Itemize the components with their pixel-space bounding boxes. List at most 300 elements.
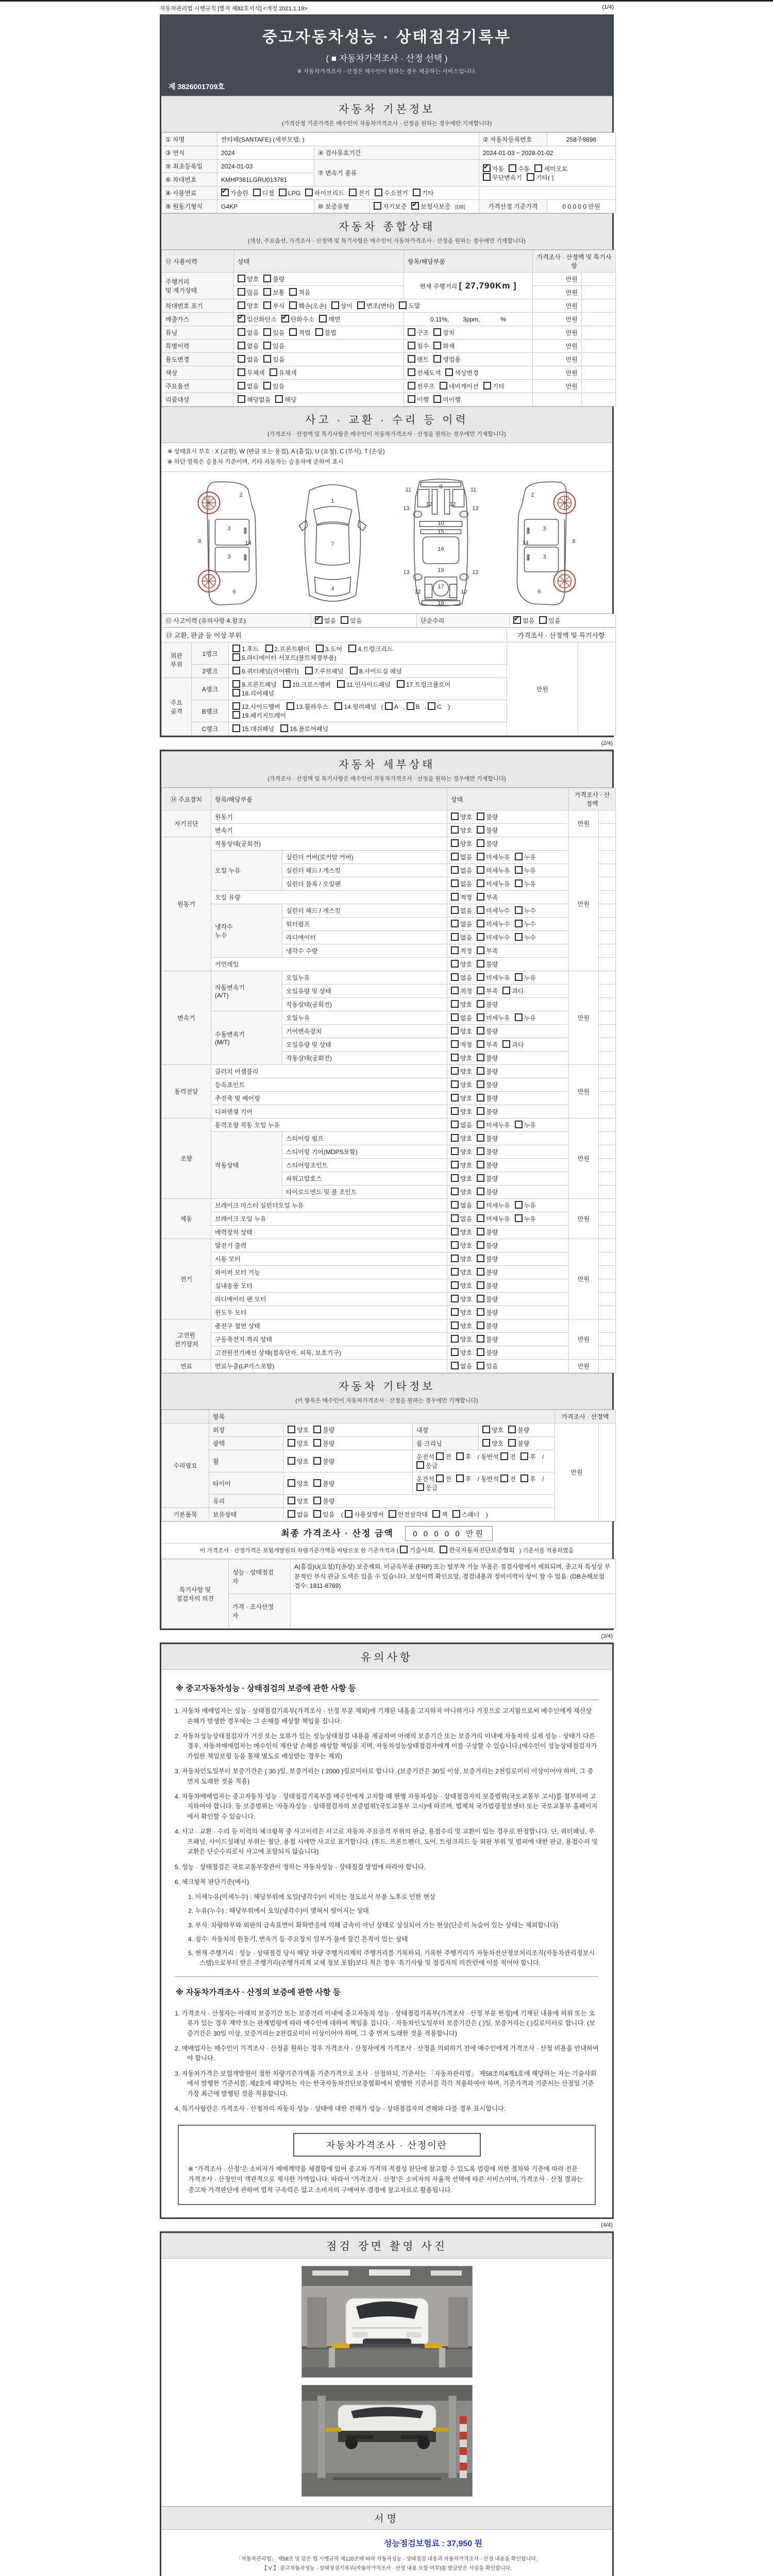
damaged-parts-table <box>161 628 612 736</box>
checkbox-렌트[interactable]: 렌트 <box>408 355 429 364</box>
checkbox-불법[interactable]: 불법 <box>315 328 337 337</box>
checkbox-적정[interactable]: 적정 <box>451 946 472 955</box>
checkbox-10.크로스멤버[interactable]: 10.크로스멤버 <box>283 680 331 689</box>
notice-item: 4. 특기사항란은 가격조사 · 산정자의 자동차 성능 · 상태에 대한 견해가 성능 · 상태점검자의 견해와 다를 경우 표시합니다. <box>175 2105 506 2113</box>
checkbox-양호[interactable]: 양호 <box>482 1426 503 1434</box>
checkbox-없음[interactable]: 없음 <box>451 1362 472 1370</box>
checkbox-이행[interactable]: 이행 <box>408 395 429 404</box>
page-1 <box>160 14 614 737</box>
checkbox-해당없음[interactable]: 해당없음 <box>238 395 271 404</box>
detail-row: 냉각수 수량 적정 부족 <box>162 944 616 958</box>
detail-row: 라디에이터 팬 모터 양호 불량 <box>162 1293 616 1306</box>
detail-row: 커먼레일 양호 불량 <box>162 958 616 971</box>
checkbox-양호[interactable]: 양호 <box>451 1188 472 1196</box>
checkbox-불량[interactable]: 불량 <box>477 1228 498 1236</box>
notice-item: 6. 체크항목 판단기준(예시) <box>175 1878 249 1886</box>
checkbox-없음[interactable]: 없음 <box>451 920 472 928</box>
checkbox-양호[interactable]: 양호 <box>451 1228 472 1236</box>
page-marker-3: (3/4) <box>601 1633 613 1640</box>
detail-state: ⑭ 주요장치 항목/해당부품 상태 가격조사 · 산정액 자기진단 원동기 양호 불량 만원 변속기 양호 불량 원동기 작동상태(공회전) 양호 불량 만원 오일 누유 실린더 커버(로커암 커버) 없음 미세누유 누유 실린더 헤드 / 개스킷 없음 미세누유 누유 실린더 블록 / 오일팬 없음 미세누유 누유 오일 유량 적정 부족 냉각수 누수 실린더 헤드 / 개스킷 없음 미세누수 누수 워터펌프 없음 미세누수 누수 라디에이터 없음 미세누수 누수 냉각수 수량 적정 부족 커먼레일 양호 불량 변속기 자동변속기 (A/T) 오일누유 없음 미세누유 누유 만원 오일유량 및 상태 적정 부족 과다 작동상태(공회전) 양호 불량 수동변속기 (M/T) 오일누유 없음 미세누유 누유 기어변속장치 양호 불량 오일유량 및 상태 적정 부족 과다 작동상태(공회전) 양호 불량 동력전달 클러치 어셈블리 양호 불량 만원 등속죠인트 양호 불량 추진축 및 베어링 양호 불량 디퍼렌셜 기어 양호 불량 조향 동력조향 작동 오일 누유 없음 미세누유 누유 만원 작동상태 스티어링 펌프 양호 불량 스티어링 기어(MDPS포함) 양호 불량 스티어링조인트 양호 불량 파워고압호스 양호 불량 타이로드엔드 및 볼 조인트 양호 불량 제동 브레이크 마스터 실린더오일 누유 없음 미세누유 누유 만원 브레이크 오일 누유 없음 미세누유 누유 배력장치 상태 양호 불량 전기 발전기 출력 양호 불량 만원 시동 모터 양호 불량 와이퍼 모터 기능 양호 불량 실내송풍 모터 양호 불량 라디에이터 팬 모터 양호 불량 윈도우 모터 양호 불량 고전원 전기장치 충전구 절연 상태 양호 불량 만원 구동축전지 격리 상태 양호 불량 고전원전기배선 상태(접속단자, 피복, 보호기구) 양호 불량 연료 연료누출(LP가스포함) 없음 있음 만원 <box>161 788 616 1373</box>
checkbox-자동[interactable]: ✔자동 <box>483 164 504 173</box>
page-marker-2: (2/4) <box>601 740 613 747</box>
section-detail-header <box>161 751 612 788</box>
checkbox-후[interactable]: 후 <box>456 1475 472 1483</box>
checkbox-없음[interactable]: 없음 <box>451 1201 472 1210</box>
checkbox-불량[interactable]: 불량 <box>477 1174 498 1183</box>
checkbox-디젤[interactable]: 디젤 <box>253 189 274 197</box>
checkbox-12.사이드멤버[interactable]: 12.사이드멤버 <box>232 702 280 711</box>
checkbox-없음[interactable]: 없음 <box>238 342 259 350</box>
checkbox-부족[interactable]: 부족 <box>477 987 498 995</box>
checkbox-변조(변타)[interactable]: 변조(변타) <box>357 301 394 310</box>
detail-row: 오일 누유 실린더 커버(로커암 커버) 없음 미세누유 누유 <box>162 851 616 864</box>
checkbox-양호[interactable]: 양호 <box>451 1067 472 1076</box>
section-comprehensive-header <box>161 213 612 250</box>
checkbox-불량[interactable]: 불량 <box>508 1426 529 1434</box>
accident-history-row <box>161 614 612 628</box>
checkbox-불량[interactable]: 불량 <box>477 1080 498 1089</box>
detail-row: 실내송풍 모터 양호 불량 <box>162 1279 616 1293</box>
checkbox-불량[interactable]: 불량 <box>477 826 498 835</box>
checkbox-양호[interactable]: 양호 <box>451 1348 472 1357</box>
checkbox-누유[interactable]: 누유 <box>515 973 536 982</box>
checkbox-양호[interactable]: 양호 <box>451 1174 472 1183</box>
checkbox-누유[interactable]: 누유 <box>515 866 536 875</box>
checkbox-불량[interactable]: 불량 <box>477 1000 498 1009</box>
checkbox-도말[interactable]: 도말 <box>399 301 420 310</box>
checkbox-불량[interactable]: 불량 <box>477 1147 498 1156</box>
checkbox-없음[interactable]: 없음 <box>451 1214 472 1223</box>
checkbox-불량[interactable]: 불량 <box>477 960 498 969</box>
checkbox-없음[interactable]: 없음 <box>238 355 259 364</box>
checkbox-6.쿼터패널(리어휀더)[interactable]: 6.쿼터패널(리어휀더) <box>232 667 299 675</box>
checkbox-불량[interactable]: 불량 <box>313 1479 334 1488</box>
checkbox-불량[interactable]: 불량 <box>477 1241 498 1250</box>
checkbox-후[interactable]: 후 <box>520 1452 536 1461</box>
checkbox-15.대쉬패널[interactable]: 15.대쉬패널 <box>232 724 274 733</box>
checkbox-LPG[interactable]: LPG <box>279 189 300 197</box>
checkbox-침수[interactable]: 침수 <box>408 342 429 350</box>
checkbox-누유[interactable]: 누유 <box>515 853 536 861</box>
checkbox-불량[interactable]: 불량 <box>477 1255 498 1263</box>
checkbox-전[interactable]: 전 <box>500 1452 516 1461</box>
checkbox-전[interactable]: 전 <box>500 1475 516 1483</box>
detail-row: 시동 모터 양호 불량 <box>162 1252 616 1266</box>
svg-text:12: 12 <box>414 589 421 596</box>
comprehensive-state: ⑪ 사용이력 상태 항목/해당부품 가격조사 · 산정액 및 특기사항 주행거리 및 계기상태 양호 불량 현재 주행거리 [ 27,790Km ] 만원 많음 보통 적음 만원 차대번호 표기 양호 부식 훼손(오손) 상이 변조(변타) 도말 만원 배출가스 ✔ 일산화탄소 ✔ 탄화수소 매연 0.11%, 3ppm, % 만원 튜닝 없음 있음 적법 불법 구조 장치 만원 특별이력 없음 있음 침수 화재 만원 용도변경 없음 있음 렌트 영업용 만원 색상 무채색 유채색 전체도색 색상변경 만원 주요옵션 없음 있음 썬루프 네비게이션 기타 만원 리콜대상 해당없음 해당 이행 미이행 <box>161 250 616 406</box>
checkbox-불량[interactable]: 불량 <box>477 1188 498 1196</box>
checkbox-있음[interactable]: 있음 <box>263 355 284 364</box>
checkbox-장치[interactable]: 장치 <box>433 328 455 337</box>
detail-row: 실린더 헤드 / 개스킷 없음 미세누유 누유 <box>162 864 616 877</box>
checkbox-양호[interactable]: 양호 <box>451 1080 472 1089</box>
checkbox-스패너[interactable]: 스패너 <box>452 1510 480 1519</box>
checkbox-불량[interactable]: 불량 <box>477 812 498 821</box>
checkbox-양호[interactable]: 양호 <box>238 301 259 310</box>
final-price-note: 이 가격조사 · 산정가격은 보험개발원의 차량기준가액을 바탕으로 한 기준가격과 ( 기술사회, 한국자동차진단보증협회 ) 기준서를 적용하였음 <box>161 1544 612 1559</box>
checkbox-양호[interactable]: 양호 <box>451 1027 472 1036</box>
checkbox-미세누유[interactable]: 미세누유 <box>477 879 510 888</box>
checkbox-있음[interactable]: 있음 <box>263 382 284 391</box>
checkbox-기타[interactable]: 기타 <box>413 189 434 197</box>
checkbox-적정[interactable]: 적정 <box>451 893 472 902</box>
checkbox-수동[interactable]: 수동 <box>509 164 530 173</box>
detail-row: 작동상태(공회전) 양호 불량 <box>162 1052 616 1065</box>
checkbox-한국자동차진단보증협회[interactable]: 한국자동차진단보증협회 <box>440 1546 515 1554</box>
document-subtitle-note: ※ 자동차가격조사 · 산정은 매수인이 원하는 경우 제공하는 서비스입니다. <box>297 69 477 75</box>
checkbox-없음[interactable]: 없음 <box>451 906 472 915</box>
checkbox-불량[interactable]: 불량 <box>477 1161 498 1170</box>
checkbox-3.도어[interactable]: 3.도어 <box>316 645 342 653</box>
checkbox-미세누유[interactable]: 미세누유 <box>477 1214 510 1223</box>
notice-item: 4. 자동차매매업자는 중고자동차 성능 · 상태점검기록부를 매수인에게 고지할 때 현행 자동차성능 · 상태점검자의 보증범위(국토교통부 고시)를 첨부하여 고지하여야 합니다. 동 보증범위는 '자동차성능 · 상태점검자의 보증범위'(국토교통부 고시)에 따르며, 법제처 국가법령정보센터 또는 국토교통부 홈페이지에서 확인할 수 있습니다. <box>175 1793 598 1820</box>
notice-item: 2. 매매업자는 매수인이 가격조사 · 산정을 원하는 경우 가격조사 · 산정자에게 가격조사 · 산정을 의뢰하기 전에 매수인에게 가격조사 · 산정 비용을 안내하여야 합니다. <box>175 2044 599 2062</box>
svg-text:9: 9 <box>439 484 443 490</box>
legend-symbols: ※ 상태표시 부호 : X (교환), W (판금 또는 용접), A (흠집), U (요철), C (부식), T (손상) <box>167 449 385 455</box>
page-marker-1: (1/4) <box>602 4 614 10</box>
checkbox-있음[interactable]: 있음 <box>539 616 560 625</box>
notice-item: 3. 자동차인도일부터 보증기간은 ( 30 )일, 보증거리는 ( 2000 )킬로미터로 합니다. (보증기간은 30일 이상, 보증거리는 2천킬로미터 이상이어야 하며, 그 중 먼저 도래한 것을 적용) <box>175 1768 594 1785</box>
checkbox-양호[interactable]: 양호 <box>451 826 472 835</box>
checkbox-13.휠하우스[interactable]: 13.휠하우스 <box>287 702 328 711</box>
checkbox-미세누유[interactable]: 미세누유 <box>477 1201 510 1210</box>
detail-row: 윈도우 모터 양호 불량 <box>162 1306 616 1319</box>
checkbox-유채색[interactable]: 유채색 <box>270 368 297 377</box>
checkbox-1.후드[interactable]: 1.후드 <box>232 645 259 653</box>
checkbox-보험사보증[interactable]: ✔ 보험사보증 <box>411 202 450 211</box>
checkbox-불량[interactable]: 불량 <box>477 1348 498 1357</box>
checkbox-잭[interactable]: 잭 <box>432 1510 448 1519</box>
svg-text:4: 4 <box>331 586 334 592</box>
checkbox-불량[interactable]: 불량 <box>477 1107 498 1116</box>
svg-text:7: 7 <box>331 541 334 548</box>
checkbox-전체도색[interactable]: 전체도색 <box>408 368 441 377</box>
checkbox-9.프론트패널[interactable]: 9.프론트패널 <box>232 680 277 689</box>
checkbox-화재[interactable]: 화재 <box>433 342 455 350</box>
opinion: 특기사항 및 점검자의 의견 성능 · 상태점검 자 A(흠집)U(요철)T(손상) 보증제외, 비금속부품 (FRP) 또는 탈부착 가능 부품은 점검사항에서 제외되며, 중고차 특성상 부분적인 부식 판금 도색은 있을 수 있습니다. 보험이력 확인요망, 점검내용과 정비이력이 상이 할 수 있음. (DB손해보험 접수: 1811-8769) 가격 · 조사산정 자 <box>161 1559 616 1629</box>
checkbox-불량[interactable]: 불량 <box>313 1497 334 1505</box>
checkbox-4.트렁크리드[interactable]: 4.트렁크리드 <box>348 645 393 653</box>
footnote-confirm: 【 Ⅴ 】 중고자동차성능 · 상태점검기록부(자동차가격조사 · 산정 내용 포함 여부)를 발급받은 사실을 확인합니다. <box>262 2566 512 2572</box>
checkbox-불량[interactable]: 불량 <box>477 1281 498 1290</box>
checkbox-부족[interactable]: 부족 <box>477 1040 498 1049</box>
checkbox-8.사이드실 패널[interactable]: 8.사이드실 패널 <box>350 667 402 675</box>
checkbox-탄화수소[interactable]: ✔ 탄화수소 <box>281 315 314 324</box>
checkbox-불량[interactable]: 불량 <box>477 1134 498 1143</box>
checkbox-양호[interactable]: 양호 <box>451 1094 472 1103</box>
checkbox-양호[interactable]: 양호 <box>451 1255 472 1263</box>
checkbox-양호[interactable]: 양호 <box>451 1054 472 1062</box>
checkbox-B[interactable]: B <box>407 702 420 710</box>
checkbox-양호[interactable]: 양호 <box>288 1426 309 1434</box>
checkbox-누유[interactable]: 누유 <box>515 879 536 888</box>
checkbox-훼손(오손)[interactable]: 훼손(오손) <box>289 301 326 310</box>
checkbox-기타[interactable]: 기타 <box>483 382 505 391</box>
checkbox-양호[interactable]: 양호 <box>451 1107 472 1116</box>
checkbox-양호[interactable]: 양호 <box>451 1335 472 1344</box>
checkbox-해당[interactable]: 해당 <box>275 395 296 404</box>
document <box>160 14 614 2576</box>
checkbox-누유[interactable]: 누유 <box>515 1201 536 1210</box>
checkbox-없음[interactable]: ✔ 없음 <box>315 616 336 625</box>
checkbox-양호[interactable]: 양호 <box>451 1268 472 1277</box>
checkbox-5.라디에이터 서포트(볼트체결부품)[interactable]: 5.라디에이터 서포트(볼트체결부품) <box>232 653 337 662</box>
detail-row: 스티어링조인트 양호 불량 <box>162 1159 616 1172</box>
svg-text:1: 1 <box>331 498 334 505</box>
checkbox-미이행[interactable]: 미이행 <box>433 395 461 404</box>
checkbox-불량[interactable]: 불량 <box>477 1295 498 1303</box>
checkbox-상이[interactable]: 상이 <box>331 301 352 310</box>
checkbox-누수[interactable]: 누수 <box>515 906 536 915</box>
checkbox-부식[interactable]: 부식 <box>263 301 284 310</box>
detail-row: 연료 연료누출(LP가스포함) 없음 있음 만원 <box>162 1360 616 1373</box>
checkbox-양호[interactable]: 양호 <box>451 1308 472 1317</box>
checkbox-없음[interactable]: 없음 <box>451 1013 472 1022</box>
checkbox-일산화탄소[interactable]: ✔ 일산화탄소 <box>238 315 277 324</box>
legend-basis: ※ 하단 항목은 승용차 기준이며, 기타 자동차는 승용차에 준하여 표시 <box>167 459 344 465</box>
svg-text:10: 10 <box>438 520 444 527</box>
section-sign-header: 서명 <box>161 2506 612 2530</box>
checkbox-많음[interactable]: 많음 <box>238 288 259 297</box>
checkbox-불량[interactable]: 불량 <box>477 1268 498 1277</box>
checkbox-있음[interactable]: 있음 <box>263 328 284 337</box>
checkbox-없음[interactable]: ✔ 없음 <box>513 616 534 625</box>
checkbox-미세누수[interactable]: 미세누수 <box>477 920 510 928</box>
checkbox-네비게이션[interactable]: 네비게이션 <box>440 382 479 391</box>
checkbox-미세누유[interactable]: 미세누유 <box>477 853 510 861</box>
checkbox-없음[interactable]: 없음 <box>451 879 472 888</box>
checkbox-양호[interactable]: 양호 <box>451 1161 472 1170</box>
inspection-photo-front <box>301 2266 473 2378</box>
section-note: (색상, 주요옵션, 가격조사 · 산정액 및 특기사항은 매수인이 자동차가격조사 · 산정을 원하는 경우에만 기재합니다) <box>248 238 526 244</box>
notice-subitem: 2. 누유(누수) : 해당부위에서 오일(냉각수)이 맺혀서 떨어지는 상태 <box>188 1907 369 1915</box>
checkbox-매연[interactable]: 매연 <box>319 315 340 324</box>
checkbox-있음[interactable]: 있음 <box>341 616 362 625</box>
checkbox-후[interactable]: 후 <box>520 1475 536 1483</box>
checkbox-양호[interactable]: 양호 <box>288 1479 309 1488</box>
checkbox-무단변속기[interactable]: 무단변속기 <box>483 173 522 182</box>
detail-row: 오일유량 및 상태 적정 부족 과다 <box>162 1038 616 1052</box>
svg-text:12: 12 <box>449 501 456 508</box>
document-title: 중고자동차성능 · 상태점검기록부 <box>262 29 512 46</box>
checkbox-불량[interactable]: 불량 <box>477 1321 498 1330</box>
checkbox-불량[interactable]: 불량 <box>263 275 284 283</box>
comprehensive-state-table <box>161 250 612 406</box>
detail-row: 고전원전기배선 상태(접속단자, 피복, 보호기구) 양호 불량 <box>162 1346 616 1360</box>
checkbox-가솔린[interactable]: ✔ 가솔린 <box>221 189 248 197</box>
detail-row: 오일 유량 적정 부족 <box>162 891 616 904</box>
checkbox-전기[interactable]: 전기 <box>349 189 370 197</box>
svg-text:16: 16 <box>438 546 444 553</box>
checkbox-있음[interactable]: 있음 <box>477 1362 498 1370</box>
checkbox-양호[interactable]: 양호 <box>451 960 472 969</box>
checkbox-구조[interactable]: 구조 <box>408 328 429 337</box>
detail-row: 디퍼렌셜 기어 양호 불량 <box>162 1105 616 1118</box>
checkbox-없음[interactable]: 없음 <box>451 973 472 982</box>
checkbox-미세누유[interactable]: 미세누유 <box>477 1121 510 1129</box>
checkbox-불량[interactable]: 불량 <box>477 1335 498 1344</box>
checkbox-양호[interactable]: 양호 <box>451 1134 472 1143</box>
detail-row: 원동기 작동상태(공회전) 양호 불량 만원 <box>162 837 616 851</box>
checkbox-14.필러패널[interactable]: 14.필러패널 <box>334 702 376 711</box>
checkbox-양호[interactable]: 양호 <box>482 1439 503 1448</box>
detail-row: 실린더 블록 / 오일팬 없음 미세누유 누유 <box>162 877 616 891</box>
checkbox-양호[interactable]: 양호 <box>451 812 472 821</box>
checkbox-불량[interactable]: 불량 <box>477 1094 498 1103</box>
svg-text:3: 3 <box>543 554 546 561</box>
svg-text:12: 12 <box>426 501 432 508</box>
svg-text:13: 13 <box>403 505 410 512</box>
basic-info: ① 차명 싼타페(SANTAFE) (세부모델: ) ② 자동차등록번호 258주9896 ③ 연식 2024 ④ 검사유효기간 2024-01-03 ~ 2028-01-02 ⑤ 최초등록일 2024-01-03 ⑦ 변속기 종류 ✔자동 수동 세미오토 무단변속기 기타( ) ⑥ 차대번호 KMHP381LGRU013781 ⑧ 사용연료 ✔ 가솔린 디젤 LPG 하이브리드 전기 수소전기 기타 ⑨ 원동기형식 G4KP ⑩ 보증유형 자기보증 ✔ 보험사보증 [DB] 가격산정 기준가격 0 0 0 0 0 만원 <box>161 132 616 213</box>
checkbox-양호[interactable]: 양호 <box>238 275 259 283</box>
section-notice-header <box>161 1644 612 1670</box>
section-accident-header <box>161 406 612 443</box>
checkbox-전[interactable]: 전 <box>436 1475 451 1483</box>
checkbox-사용설명서[interactable]: 사용설명서 <box>345 1510 384 1519</box>
section-title: 자동차 종합상태 <box>338 221 435 233</box>
svg-text:19: 19 <box>438 567 444 574</box>
checkbox-불량[interactable]: 불량 <box>477 1054 498 1062</box>
notice-subitem: 1. 미세누유(미세누수) : 해당부위에 오일(냉각수)이 비치는 정도로서 부품 노후로 인한 현상 <box>188 1893 435 1901</box>
checkbox-양호[interactable]: 양호 <box>451 1321 472 1330</box>
section-misc-header <box>161 1373 612 1410</box>
checkbox-양호[interactable]: 양호 <box>451 1295 472 1303</box>
checkbox-11.인사이드패널[interactable]: 11.인사이드패널 <box>337 680 390 689</box>
checkbox-무채색[interactable]: 무채색 <box>238 368 265 377</box>
checkbox-18.리어패널[interactable]: 18.리어패널 <box>232 689 274 698</box>
checkbox-불량[interactable]: 불량 <box>508 1439 529 1448</box>
checkbox-전[interactable]: 전 <box>436 1452 451 1461</box>
checkbox-누수[interactable]: 누수 <box>515 933 536 942</box>
checkbox-있음[interactable]: 있음 <box>313 1510 334 1519</box>
checkbox-누유[interactable]: 누유 <box>515 1013 536 1022</box>
checkbox-양호[interactable]: 양호 <box>451 1241 472 1250</box>
notice-subitem: 3. 부식: 차량하부와 외판의 금속표면이 화학반응에 의해 금속이 아닌 상태로 상실되어 가는 현상(단순히 녹슬어 있는 상태는 제외합니다) <box>188 1921 558 1929</box>
svg-text:13: 13 <box>472 569 479 576</box>
checkbox-썬루프[interactable]: 썬루프 <box>408 382 435 391</box>
checkbox-기타( )[interactable]: 기타( ) <box>527 173 554 182</box>
definition-box-title: 자동차가격조사 · 산정이란 <box>293 2133 481 2157</box>
detail-row: 변속기 양호 불량 <box>162 824 616 837</box>
checkbox-없음[interactable]: 없음 <box>451 1121 472 1129</box>
checkbox-불량[interactable]: 불량 <box>313 1426 334 1434</box>
notice-item: 1. 자동차 매매업자는 성능 · 상태점검기록부(가격조사 · 산정 부분 제외)에 기재된 내용을 고지하지 아니하거나 거짓으로 고지함으로써 매수인에게 재산상 손해가 발생한 경우에는 그 손해를 배상할 책임을 집니다. <box>175 1707 592 1725</box>
checkbox-A[interactable]: A <box>385 702 398 710</box>
checkbox-양호[interactable]: 양호 <box>288 1497 309 1505</box>
svg-text:18: 18 <box>438 600 444 607</box>
checkbox-양호[interactable]: 양호 <box>451 1147 472 1156</box>
checkbox-과다[interactable]: 과다 <box>502 987 524 995</box>
definition-box-body: ※ “가격조사 · 산정”은 소비자가 매매계약을 체결함에 있어 중고차 가격의 적절성 판단에 참고할 수 있도록 법령에 의한 절차와 기준에 따라 전문 가격조사 · 산정인이 객관적으로 제시한 가액입니다. 따라서 “가격조사 · 산정”은 소비자의 자율적 선택에 따른 서비스이며, 가격조사 · 산정 결과는 중고차 가격판단에 관하여 법적 구속력은 없고 소비자의 구매여부 결정에 참고자료로 활용됩니다. <box>188 2165 583 2194</box>
checkbox-양호[interactable]: 양호 <box>288 1457 309 1466</box>
checkbox-미세누수[interactable]: 미세누수 <box>477 933 510 942</box>
checkbox-미세누유[interactable]: 미세누유 <box>477 973 510 982</box>
checkbox-미세누유[interactable]: 미세누유 <box>477 866 510 875</box>
checkbox-안전삼각대[interactable]: 안전삼각대 <box>389 1510 428 1519</box>
checkbox-7.루브패널[interactable]: 7.루브패널 <box>305 667 343 675</box>
checkbox-적음[interactable]: 적음 <box>289 288 310 297</box>
checkbox-불량[interactable]: 불량 <box>477 839 498 848</box>
checkbox-부족[interactable]: 부족 <box>477 946 498 955</box>
section-title: 자동차 기본정보 <box>338 104 435 115</box>
svg-text:2: 2 <box>239 492 243 499</box>
svg-text:2: 2 <box>531 492 534 499</box>
detail-row: 기어변속장치 양호 불량 <box>162 1025 616 1038</box>
checkbox-없음[interactable]: 없음 <box>451 853 472 861</box>
checkbox-세미오토[interactable]: 세미오토 <box>534 164 567 173</box>
detail-row: 자기진단 원동기 양호 불량 만원 <box>162 810 616 824</box>
checkbox-누유[interactable]: 누유 <box>515 1214 536 1223</box>
checkbox-응급[interactable]: 응급 <box>416 1483 438 1492</box>
checkbox-색상변경[interactable]: 색상변경 <box>445 368 478 377</box>
checkbox-불량[interactable]: 불량 <box>477 1308 498 1317</box>
checkbox-있음[interactable]: 있음 <box>263 342 284 350</box>
checkbox-기술사회,[interactable]: 기술사회, <box>400 1546 435 1554</box>
section-title: 자동차 기타정보 <box>338 1381 435 1393</box>
checkbox-후[interactable]: 후 <box>456 1452 472 1461</box>
checkbox-자기보증[interactable]: 자기보증 <box>374 202 407 211</box>
checkbox-과다[interactable]: 과다 <box>502 1040 524 1049</box>
checkbox-16.플로어패널[interactable]: 16.플로어패널 <box>280 724 328 733</box>
notice-subitem: 5. 현재 주행거리 : 성능 · 상태점검 당시 해당 차량 주행거리계의 주행거리를 기록하되, 기록한 주행거리가 자동차전산정보처리조직(자동차관리정보시스템)으로부터 받은 주행거리(주행거리계 교체 정보 포함)보다 적은 경우 '특기사항 및 점검자의 의견'란에 이를 적어야 합니다. <box>188 1949 595 1967</box>
svg-text:14: 14 <box>245 540 251 547</box>
final-price-value: 0 0 0 0 0 만원 <box>405 1526 493 1541</box>
checkbox-없음[interactable]: 없음 <box>288 1510 309 1519</box>
checkbox-2.프론트휀더[interactable]: 2.프론트휀더 <box>265 645 310 653</box>
checkbox-없음[interactable]: 없음 <box>238 382 259 391</box>
checkbox-수소전기[interactable]: 수소전기 <box>375 189 408 197</box>
checkbox-없음[interactable]: 없음 <box>451 933 472 942</box>
accident-legend <box>161 443 612 472</box>
svg-text:12: 12 <box>461 589 467 596</box>
svg-text:13: 13 <box>403 569 410 576</box>
checkbox-17.트렁크플로어[interactable]: 17.트렁크플로어 <box>397 680 450 689</box>
checkbox-없음[interactable]: 없음 <box>238 328 259 337</box>
checkbox-없음[interactable]: 없음 <box>451 866 472 875</box>
checkbox-양호[interactable]: 양호 <box>451 1281 472 1290</box>
section-note: (가격조사 · 산정액 및 특기사항은 매수인이 자동차가격조사 · 산정을 원하는 경우에만 기재합니다) <box>267 776 506 783</box>
checkbox-보통[interactable]: 보통 <box>263 288 284 297</box>
svg-text:8: 8 <box>572 538 576 545</box>
svg-text:11: 11 <box>470 487 477 494</box>
checkbox-적정[interactable]: 적정 <box>451 987 472 995</box>
checkbox-19.패키지트레이[interactable]: 19.패키지트레이 <box>232 711 286 720</box>
checkbox-양호[interactable]: 양호 <box>451 1000 472 1009</box>
checkbox-불량[interactable]: 불량 <box>313 1439 334 1448</box>
checkbox-미세누유[interactable]: 미세누유 <box>477 1013 510 1022</box>
document-number: 제 3826001709호 <box>169 82 225 91</box>
checkbox-미세누수[interactable]: 미세누수 <box>477 906 510 915</box>
checkbox-부족[interactable]: 부족 <box>477 893 498 902</box>
checkbox-불량[interactable]: 불량 <box>477 1067 498 1076</box>
checkbox-하이브리드[interactable]: 하이브리드 <box>305 189 344 197</box>
checkbox-양호[interactable]: 양호 <box>288 1439 309 1448</box>
section-photos-header <box>161 2233 612 2259</box>
checkbox-적법[interactable]: 적법 <box>289 328 310 337</box>
checkbox-누유[interactable]: 누유 <box>515 1121 536 1129</box>
checkbox-불량[interactable]: 불량 <box>313 1457 334 1466</box>
section-note: (가격산정 기준가격은 매수인이 자동차가격조사 · 산정을 원하는 경우에만 기재합니다) <box>281 121 492 127</box>
checkbox-응급[interactable]: 응급 <box>416 1461 438 1470</box>
checkbox-누수[interactable]: 누수 <box>515 920 536 928</box>
final-price-row <box>161 1521 612 1544</box>
checkbox-양호[interactable]: 양호 <box>451 839 472 848</box>
checkbox-적정[interactable]: 적정 <box>451 1040 472 1049</box>
checkbox-C[interactable]: C <box>428 702 442 710</box>
detail-row: 작동상태 스티어링 펌프 양호 불량 <box>162 1132 616 1145</box>
checkbox-영업용[interactable]: 영업용 <box>433 355 461 364</box>
checkbox-불량[interactable]: 불량 <box>477 1027 498 1036</box>
